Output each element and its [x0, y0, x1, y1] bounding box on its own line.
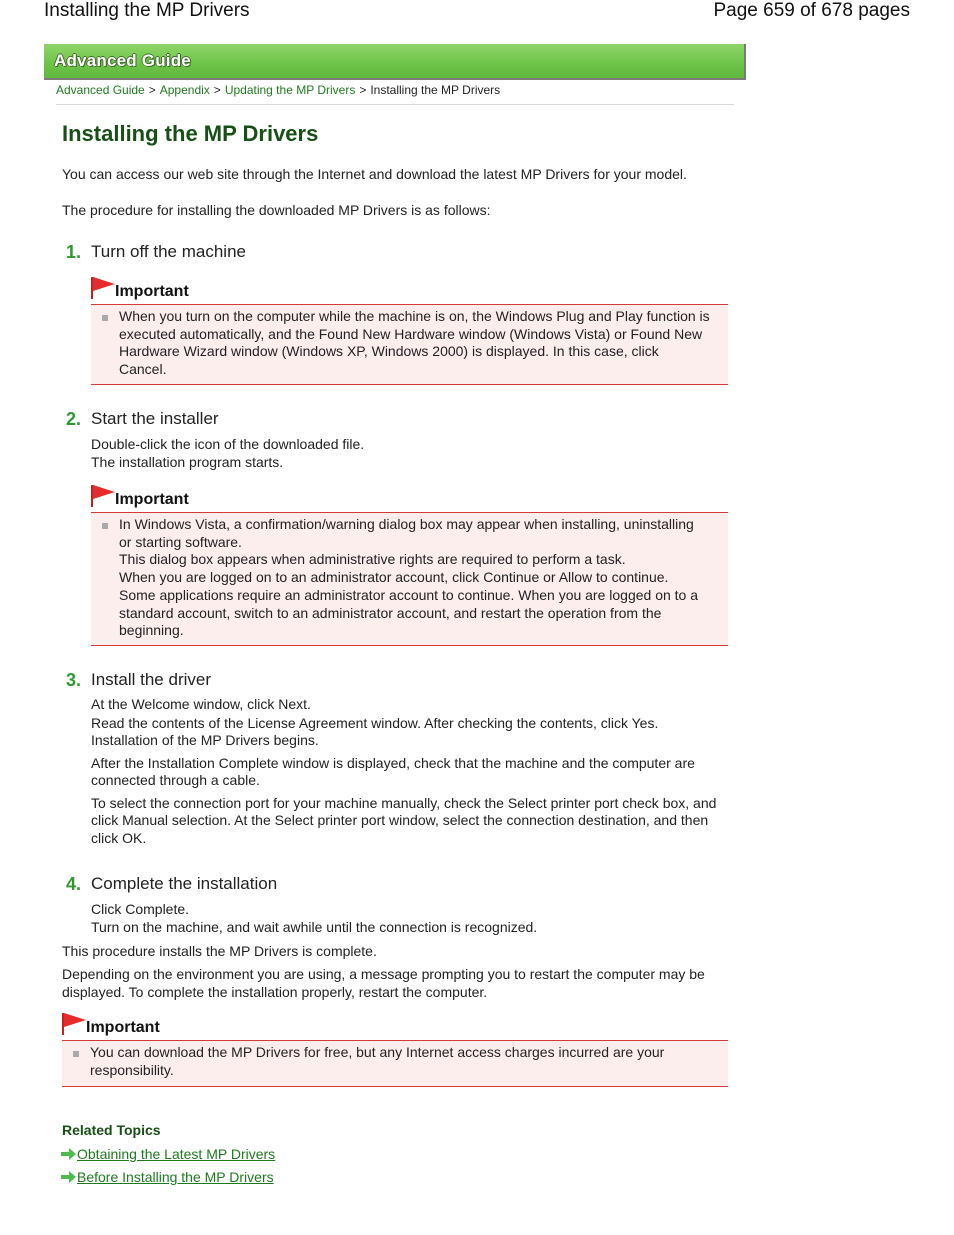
step-line: Click Complete. — [91, 901, 190, 917]
related-topics-heading: Related Topics — [62, 1122, 161, 1138]
important-label: Important — [86, 1019, 160, 1036]
important-note — [91, 304, 728, 385]
intro-paragraph: The procedure for installing the downloaded MP Drivers is as follows: — [62, 202, 491, 218]
note-line: or starting software. — [119, 533, 242, 550]
related-link-before-installing[interactable] — [61, 1169, 274, 1185]
step-line: The installation program starts. — [91, 453, 284, 470]
step-number: 4. — [66, 874, 82, 894]
outro-paragraph — [62, 965, 732, 1001]
step-line: To select the connection port for your machine manually, check the Select printer port check box, and — [91, 794, 717, 811]
breadcrumb-link-advanced-guide[interactable]: Advanced Guide — [56, 83, 145, 97]
step-line: Installation of the MP Drivers begins. — [91, 732, 319, 748]
important-heading — [91, 485, 189, 509]
step-title: Complete the installation — [91, 874, 278, 893]
intro-paragraph: You can access our web site through the Internet and download the latest MP Drivers for your model. — [62, 166, 687, 182]
green-arrow-icon — [61, 1148, 76, 1160]
step-line: click Manual selection. At the Select printer port window, select the connection destination, and then — [91, 812, 709, 828]
note-line: Cancel. — [119, 361, 167, 378]
important-note — [91, 512, 728, 646]
breadcrumb-link-appendix[interactable]: Appendix — [159, 83, 210, 97]
note-line: standard account, switch to an administrator account, and restart the operation from the — [119, 604, 662, 621]
breadcrumb-separator: > — [148, 83, 156, 97]
breadcrumb-separator: > — [213, 83, 221, 97]
important-note — [62, 1040, 728, 1087]
breadcrumb — [56, 83, 500, 97]
breadcrumb-divider — [56, 104, 734, 105]
breadcrumb-link-updating[interactable]: Updating the MP Drivers — [224, 83, 356, 97]
note-line: Hardware Wizard window (Windows XP, Windows 2000) is displayed. In this case, click — [119, 343, 659, 360]
note-line: This dialog box appears when administrative rights are required to perform a task. — [119, 551, 626, 568]
step-number: 1. — [66, 242, 82, 262]
note-line: When you turn on the computer while the machine is on, the Windows Plug and Play function is — [119, 308, 710, 324]
important-heading — [91, 277, 189, 301]
important-label: Important — [115, 491, 189, 508]
page-title: Installing the MP Drivers — [62, 121, 319, 146]
step-line: After the Installation Complete window is displayed, check that the machine and the computer are — [91, 754, 695, 771]
bullet-icon — [102, 315, 108, 321]
red-flag-icon — [91, 485, 115, 507]
important-label: Important — [115, 283, 189, 300]
note-line: You can download the MP Drivers for free, but any Internet access charges incurred are your — [90, 1044, 665, 1060]
bullet-icon — [73, 1051, 79, 1057]
step-line: Turn on the machine, and wait awhile until the connection is recognized. — [91, 918, 538, 935]
step-title: Turn off the machine — [91, 242, 246, 261]
step-number: 2. — [66, 409, 82, 429]
outro-line: Depending on the environment you are using, a message prompting you to restart the computer may be — [62, 966, 705, 982]
step-body — [91, 436, 731, 471]
breadcrumb-separator: > — [359, 83, 367, 97]
step-line: Double-click the icon of the downloaded file. — [91, 436, 365, 452]
header-doc-title: Installing the MP Drivers — [44, 0, 250, 21]
page-header — [0, 0, 954, 28]
step-line: click OK. — [91, 829, 147, 846]
step-body — [91, 696, 731, 847]
green-arrow-icon — [61, 1171, 76, 1183]
step-line: connected through a cable. — [91, 772, 260, 788]
important-heading — [62, 1013, 160, 1037]
related-link-label: Before Installing the MP Drivers — [77, 1169, 274, 1185]
outro-line: displayed. To complete the installation properly, restart the computer. — [62, 984, 488, 1000]
note-line: responsibility. — [90, 1061, 174, 1078]
note-line: executed automatically, and the Found New Hardware window (Windows Vista) or Found New — [119, 325, 703, 342]
advanced-guide-banner — [44, 44, 746, 80]
banner-label: Advanced Guide — [54, 51, 191, 70]
red-flag-icon — [91, 277, 115, 299]
header-page-count: Page 659 of 678 pages — [713, 0, 910, 21]
note-line: Some applications require an administrator account to continue. When you are logged on to a — [119, 586, 699, 603]
breadcrumb-current: Installing the MP Drivers — [370, 83, 501, 97]
note-line: In Windows Vista, a confirmation/warning dialog box may appear when installing, uninstalling — [119, 516, 694, 532]
note-line: beginning. — [119, 622, 184, 639]
related-link-label: Obtaining the Latest MP Drivers — [77, 1146, 276, 1162]
step-number: 3. — [66, 670, 82, 690]
red-flag-icon — [62, 1013, 86, 1035]
related-link-obtaining[interactable] — [61, 1146, 275, 1162]
step-body — [91, 901, 731, 936]
step-title: Install the driver — [91, 670, 211, 689]
outro-paragraph: This procedure installs the MP Drivers is complete. — [62, 943, 377, 959]
bullet-icon — [102, 523, 108, 529]
note-line: When you are logged on to an administrator account, click Continue or Allow to continue. — [119, 569, 669, 586]
step-line: At the Welcome window, click Next. — [91, 696, 311, 712]
step-line: Read the contents of the License Agreement window. After checking the contents, click Yes. — [91, 714, 659, 731]
step-title: Start the installer — [91, 409, 219, 428]
